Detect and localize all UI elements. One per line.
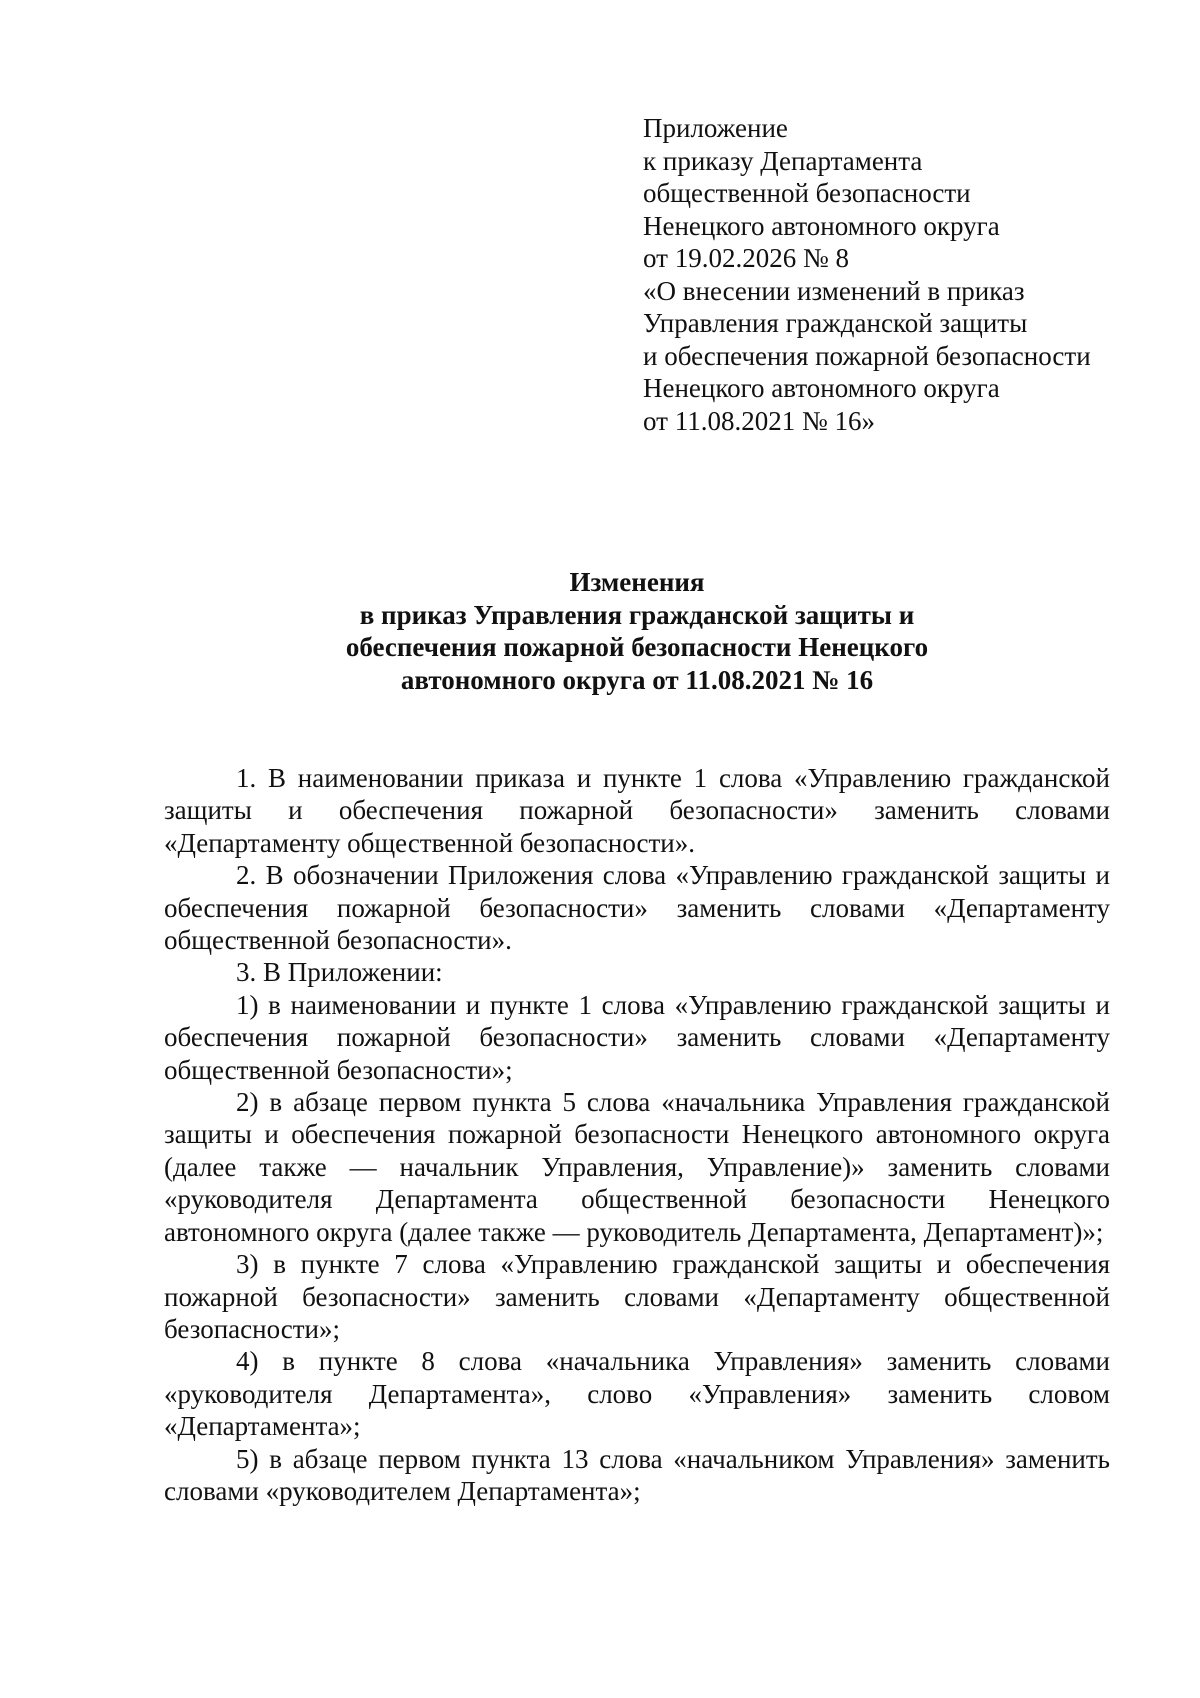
body-paragraph: 4) в пункте 8 слова «начальника Управления» заменить словами «руководителя Департамента», слово «Управления» заменить словом «Департамента»; bbox=[164, 1346, 1110, 1442]
annex-line: от 11.08.2021 № 16» bbox=[643, 405, 875, 436]
annex-line: от 19.02.2026 № 8 bbox=[643, 243, 849, 273]
body-paragraph: 2. В обозначении Приложения слова «Управлению гражданской защиты и обеспечения пожарной безопасности» заменить словами «Департаменту общественной безопасности». bbox=[164, 860, 1110, 956]
annex-line: Управления гражданской защиты bbox=[643, 308, 1028, 338]
body-paragraph: 5) в абзаце первом пункта 13 слова «начальником Управления» заменить словами «руководителем Департамента»; bbox=[164, 1443, 1110, 1506]
body-paragraph: 2) в абзаце первом пункта 5 слова «начальника Управления гражданской защиты и обеспечения пожарной безопасности Ненецкого автономного округа (далее также — начальник Управления, Управление)» заменить словами «руководителя Департамента общественной безопасности Ненецкого автономного округа (далее также — руководитель Департамента, Департамент)»; bbox=[164, 1087, 1110, 1247]
document-title bbox=[164, 566, 1110, 696]
annex-line: и обеспечения пожарной безопасности bbox=[643, 340, 1091, 371]
annex-line: Ненецкого автономного округа bbox=[643, 373, 1000, 403]
title-line: в приказ Управления гражданской защиты и bbox=[359, 599, 915, 630]
body-paragraph: 1) в наименовании и пункте 1 слова «Управлению гражданской защиты и обеспечения пожарной безопасности» заменить словами «Департаменту общественной безопасности»; bbox=[164, 989, 1110, 1085]
title-line: обеспечения пожарной безопасности Ненецкого bbox=[345, 632, 929, 662]
body-paragraph: 3. В Приложении: bbox=[236, 957, 443, 988]
title-line: Изменения bbox=[569, 567, 705, 597]
body-paragraph: 1. В наименовании приказа и пункте 1 слова «Управлению гражданской защиты и обеспечения пожарной безопасности» заменить словами «Департаменту общественной безопасности». bbox=[164, 763, 1110, 858]
annex-line: Ненецкого автономного округа bbox=[643, 210, 1000, 241]
annex-line: Приложение bbox=[643, 113, 788, 143]
annex-block bbox=[643, 112, 1163, 437]
annex-line: к приказу Департамента bbox=[643, 145, 923, 176]
document-body bbox=[164, 762, 1110, 1507]
body-paragraph: 3) в пункте 7 слова «Управлению гражданской защиты и обеспечения пожарной безопасности» заменить словами «Департаменту общественной безопасности»; bbox=[164, 1249, 1110, 1344]
annex-line: «О внесении изменений в приказ bbox=[643, 275, 1025, 306]
annex-line: общественной безопасности bbox=[643, 178, 971, 208]
title-line: автономного округа от 11.08.2021 № 16 bbox=[400, 664, 874, 695]
